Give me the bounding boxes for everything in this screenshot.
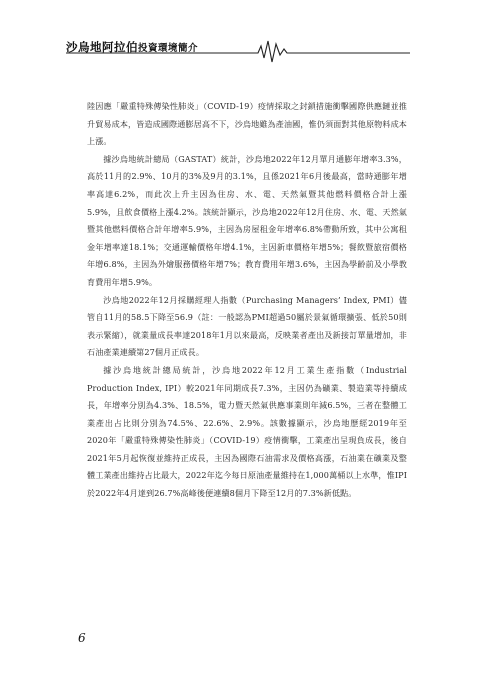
header-title-main: 沙烏地阿拉伯 xyxy=(66,40,138,54)
paragraph: 沙烏地2022年12月採購經理人指數（Purchasing Managers’ Index, PMI）儘管自11月的58.5下降至56.9（註：一般認為PMI超過50屬於景氣循環擴張、低於50則表示緊縮），就業量成長率達2018年1月以來最高，反映業者產出及新接訂單量增加，非石油產業連續第27個月正成長。 xyxy=(87,294,407,358)
header-title-sub: 投資環境簡介 xyxy=(138,43,199,54)
paragraph: 據沙烏地統計總局（GASTAT）統計，沙烏地2022年12月單月通膨年增率3.3%，高於11月的2.9%、10月的3%及9月的3.1%，且係2021年6月後最高，當時通膨年增率高達6.2%，而此次上升主因為住房、水、電、天然氣暨其他燃料價格合計上漲5.9%，且飲食價格上漲4.2%。該統計顯示，沙烏地2022年12月住房、水、電、天然氣暨其他燃料價格合計年增率5.9%，主因為房屋租金年增率6.8%帶動所致，其中公寓租金年增率達18.1%；交通運輸價格年增4.1%，主因新車價格年增5%；餐飲暨旅宿價格年增6.8%，主因為外燴服務價格年增7%；教育費用年增3.6%，主因為學齡前及小學教育費用年增5.9%。 xyxy=(87,153,407,287)
body-text xyxy=(87,98,407,503)
paragraph: 陸因應「嚴重特殊傳染性肺炎」（COVID-19）疫情採取之封鎖措施衝擊國際供應鏈並推升貿易成本，皆造成國際通膨居高不下，沙烏地雖為產油國，惟仍須面對其他原物料成本上漲。 xyxy=(87,101,407,147)
page-number: 6 xyxy=(78,631,86,645)
running-header xyxy=(0,0,480,78)
header-title xyxy=(66,39,198,55)
paragraph: 據沙烏地統計總局統計，沙烏地2022年12月工業生產指數（Industrial Production Index, IPI）較2021年同期成長7.3%，主因仍為礦業、製造業等持續成長，年增率分別為4.3%、18.5%，電力暨天然氣供應事業則年減6.5%，三者在整體工業產出占比則分別為74.5%、22.6%、2.9%。該數據顯示，沙烏地歷經2019年至2020年「嚴重特殊傳染性肺炎」（COVID-19）疫情衝擊，工業產出呈現負成長，後自2021年5月起恢復並維持正成長，主因為國際石油需求及價格高漲，石油業在礦業及整體工業產出維持占比最大，2022年迄今每日原油產量維持在1,000萬桶以上水準，惟IPI於2022年4月達到26.7%高峰後便連續8個月下降至12月的7.3%新低點。 xyxy=(87,364,407,499)
